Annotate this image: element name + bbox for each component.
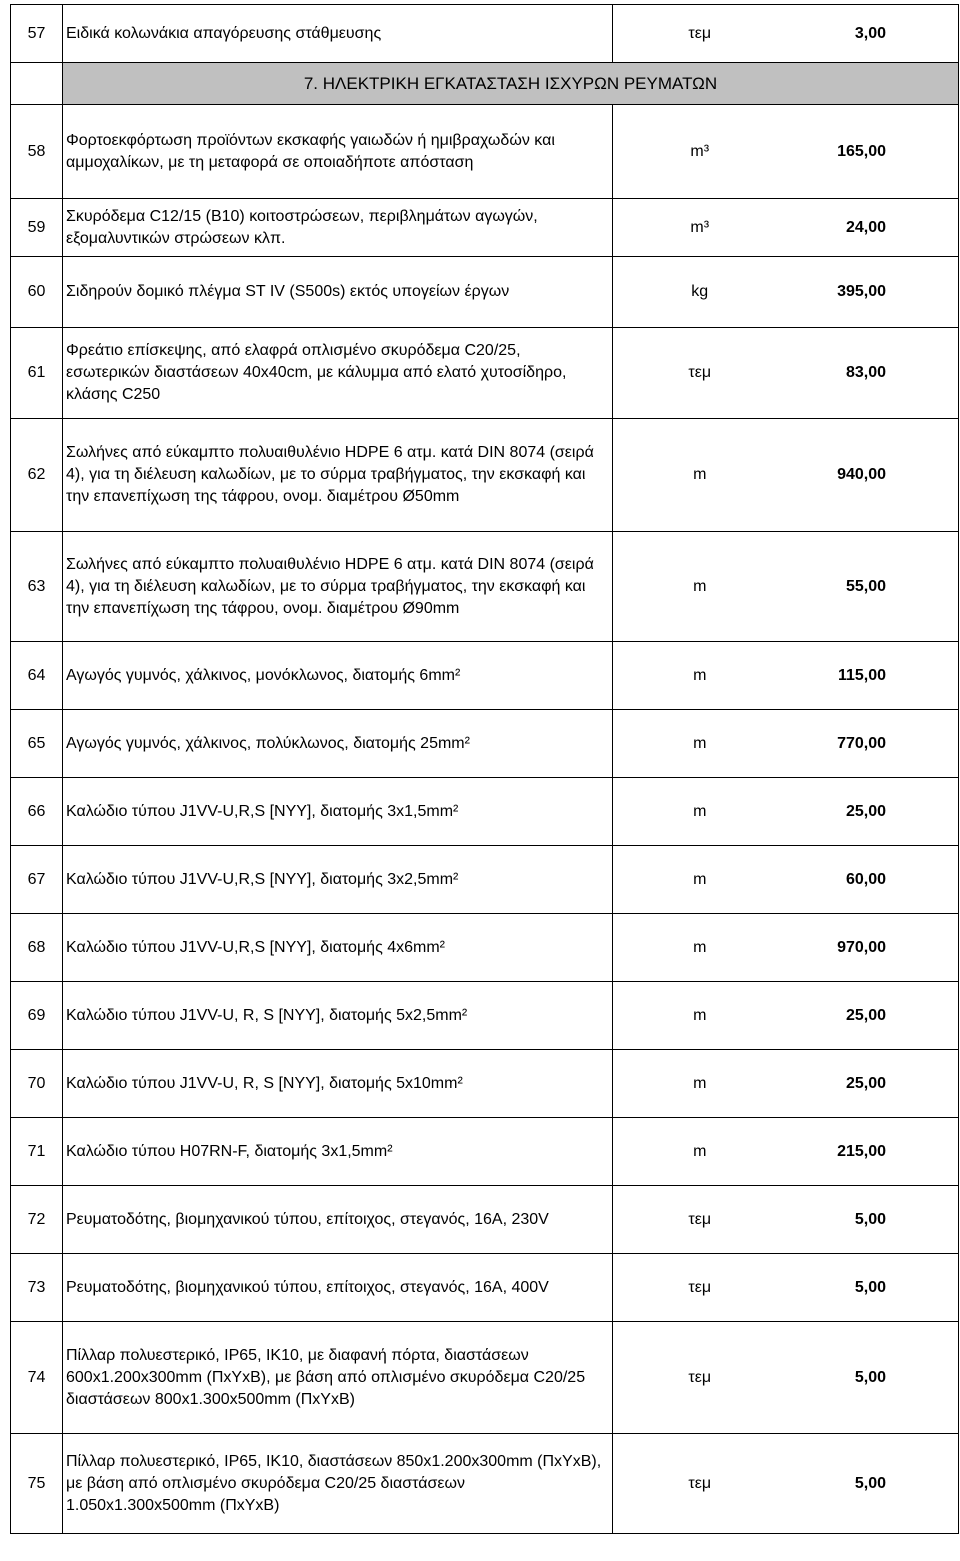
table-row	[11, 105, 959, 199]
table-row	[11, 5, 959, 63]
item-description: Καλώδιο τύπου J1VV-U,R,S [NYY], διατομής 4x6mm²	[63, 914, 613, 982]
table-row	[11, 199, 959, 257]
item-quantity: 60,00	[787, 846, 959, 914]
item-quantity: 5,00	[787, 1322, 959, 1434]
item-number: 62	[11, 419, 63, 532]
section-header-number-cell	[11, 63, 63, 105]
item-unit: τεμ	[613, 1434, 787, 1534]
table-row	[11, 532, 959, 642]
item-quantity: 24,00	[787, 199, 959, 257]
table-row	[11, 982, 959, 1050]
item-number: 60	[11, 257, 63, 328]
item-unit: m	[613, 710, 787, 778]
item-description: Φρεάτιο επίσκεψης, από ελαφρά οπλισμένο σκυρόδεμα C20/25, εσωτερικών διαστάσεων 40x40cm, με κάλυμμα από ελατό χυτοσίδηρο, κλάσης C250	[63, 328, 613, 419]
item-unit: τεμ	[613, 1254, 787, 1322]
item-unit: m	[613, 1118, 787, 1186]
item-description: Σωλήνες από εύκαμπτο πολυαιθυλένιο HDPE 6 ατμ. κατά DIN 8074 (σειρά 4), για τη διέλευση καλωδίων, με το σύρμα τραβήγματος, την εκσκαφή και την επανεπίχωση της τάφρου, ονομ. διαμέτρου Ø50mm	[63, 419, 613, 532]
item-quantity: 3,00	[787, 5, 959, 63]
item-number: 73	[11, 1254, 63, 1322]
item-unit: m	[613, 642, 787, 710]
item-unit: m³	[613, 199, 787, 257]
item-number: 66	[11, 778, 63, 846]
item-description: Ρευματοδότης, βιομηχανικού τύπου, επίτοιχος, στεγανός, 16A, 230V	[63, 1186, 613, 1254]
table-row	[11, 1118, 959, 1186]
table-row	[11, 257, 959, 328]
item-description: Καλώδιο τύπου H07RN-F, διατομής 3x1,5mm²	[63, 1118, 613, 1186]
item-description: Καλώδιο τύπου J1VV-U,R,S [NYY], διατομής 3x2,5mm²	[63, 846, 613, 914]
item-unit: m	[613, 532, 787, 642]
item-quantity: 395,00	[787, 257, 959, 328]
item-number: 59	[11, 199, 63, 257]
item-number: 75	[11, 1434, 63, 1534]
table-row	[11, 914, 959, 982]
item-unit: m³	[613, 105, 787, 199]
item-quantity: 25,00	[787, 778, 959, 846]
item-quantity: 5,00	[787, 1254, 959, 1322]
item-number: 61	[11, 328, 63, 419]
item-description: Καλώδιο τύπου J1VV-U,R,S [NYY], διατομής 3x1,5mm²	[63, 778, 613, 846]
table-row	[11, 328, 959, 419]
item-unit: τεμ	[613, 1186, 787, 1254]
item-quantity: 83,00	[787, 328, 959, 419]
item-number: 65	[11, 710, 63, 778]
table-row	[11, 1050, 959, 1118]
item-number: 63	[11, 532, 63, 642]
item-number: 70	[11, 1050, 63, 1118]
item-quantity: 25,00	[787, 1050, 959, 1118]
item-unit: m	[613, 846, 787, 914]
item-number: 74	[11, 1322, 63, 1434]
table-row	[11, 419, 959, 532]
item-quantity: 165,00	[787, 105, 959, 199]
item-description: Αγωγός γυμνός, χάλκινος, πολύκλωνος, διατομής 25mm²	[63, 710, 613, 778]
item-quantity: 5,00	[787, 1186, 959, 1254]
item-description: Σιδηρούν δομικό πλέγμα ST IV (S500s) εκτός υπογείων έργων	[63, 257, 613, 328]
item-description: Πίλλαρ πολυεστερικό, IP65, IK10, διαστάσεων 850x1.200x300mm (ΠxΥxΒ), με βάση από οπλισμένο σκυρόδεμα C20/25 διαστάσεων 1.050x1.300x500mm (ΠxΥxΒ)	[63, 1434, 613, 1534]
table-row	[11, 642, 959, 710]
item-description: Καλώδιο τύπου J1VV-U, R, S [NYY], διατομής 5x10mm²	[63, 1050, 613, 1118]
item-quantity: 970,00	[787, 914, 959, 982]
table-row	[11, 846, 959, 914]
item-quantity: 115,00	[787, 642, 959, 710]
table-row	[11, 1322, 959, 1434]
item-description: Φορτοεκφόρτωση προϊόντων εκσκαφής γαιωδών ή ημιβραχωδών και αμμοχαλίκων, με τη μεταφορά σε οποιαδήποτε απόσταση	[63, 105, 613, 199]
item-unit: kg	[613, 257, 787, 328]
table-row	[11, 1254, 959, 1322]
item-number: 64	[11, 642, 63, 710]
section-header-row	[11, 63, 959, 105]
item-quantity: 5,00	[787, 1434, 959, 1534]
table-row	[11, 710, 959, 778]
table-row	[11, 1186, 959, 1254]
item-quantity: 770,00	[787, 710, 959, 778]
table-row	[11, 1434, 959, 1534]
item-description: Ρευματοδότης, βιομηχανικού τύπου, επίτοιχος, στεγανός, 16A, 400V	[63, 1254, 613, 1322]
item-unit: m	[613, 914, 787, 982]
item-description: Πίλλαρ πολυεστερικό, IP65, IK10, με διαφανή πόρτα, διαστάσεων 600x1.200x300mm (ΠxΥxΒ), με βάση από οπλισμένο σκυρόδεμα C20/25 διαστάσεων 800x1.300x500mm (ΠxΥxΒ)	[63, 1322, 613, 1434]
item-unit: m	[613, 982, 787, 1050]
item-quantity: 55,00	[787, 532, 959, 642]
item-number: 71	[11, 1118, 63, 1186]
item-number: 72	[11, 1186, 63, 1254]
item-unit: m	[613, 1050, 787, 1118]
item-description: Σκυρόδεμα C12/15 (B10) κοιτοστρώσεων, περιβλημάτων αγωγών, εξομαλυντικών στρώσεων κλπ.	[63, 199, 613, 257]
item-unit: m	[613, 778, 787, 846]
section-header: 7. ΗΛΕΚΤΡΙΚΗ ΕΓΚΑΤΑΣΤΑΣΗ ΙΣΧΥΡΩΝ ΡΕΥΜΑΤΩΝ	[63, 63, 959, 105]
item-description: Καλώδιο τύπου J1VV-U, R, S [NYY], διατομής 5x2,5mm²	[63, 982, 613, 1050]
item-quantity: 215,00	[787, 1118, 959, 1186]
item-number: 58	[11, 105, 63, 199]
item-unit: τεμ	[613, 5, 787, 63]
item-unit: τεμ	[613, 1322, 787, 1434]
item-number: 69	[11, 982, 63, 1050]
item-quantity: 25,00	[787, 982, 959, 1050]
item-description: Ειδικά κολωνάκια απαγόρευσης στάθμευσης	[63, 5, 613, 63]
item-number: 67	[11, 846, 63, 914]
table-row	[11, 778, 959, 846]
item-number: 68	[11, 914, 63, 982]
item-description: Σωλήνες από εύκαμπτο πολυαιθυλένιο HDPE 6 ατμ. κατά DIN 8074 (σειρά 4), για τη διέλευση καλωδίων, με το σύρμα τραβήγματος, την εκσκαφή και την επανεπίχωση της τάφρου, ονομ. διαμέτρου Ø90mm	[63, 532, 613, 642]
item-unit: m	[613, 419, 787, 532]
item-description: Αγωγός γυμνός, χάλκινος, μονόκλωνος, διατομής 6mm²	[63, 642, 613, 710]
item-unit: τεμ	[613, 328, 787, 419]
bill-of-quantities-table	[10, 4, 959, 1534]
item-quantity: 940,00	[787, 419, 959, 532]
item-number: 57	[11, 5, 63, 63]
